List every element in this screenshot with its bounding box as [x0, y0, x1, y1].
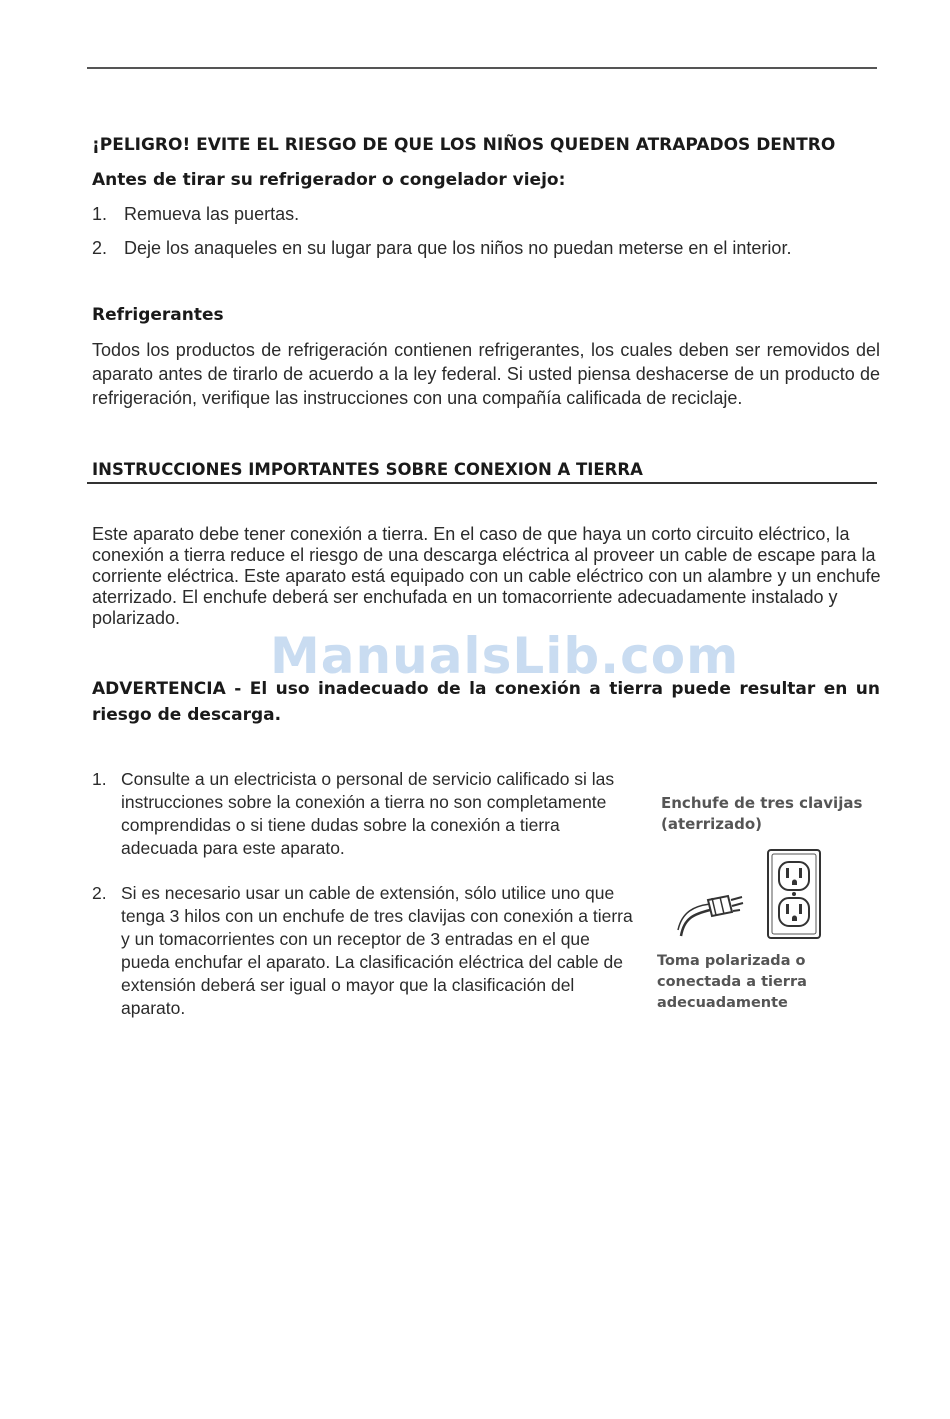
refrigerants-heading: Refrigerantes [92, 305, 224, 325]
warning-text: ADVERTENCIA - El uso inadecuado de la conexión a tierra puede resultar en un riesgo de descarga. [92, 679, 880, 725]
grounded-plug-and-outlet-icon [676, 848, 826, 944]
top-rule [87, 67, 877, 69]
list-text: Si es necesario usar un cable de extensión, sólo utilice uno que tenga 3 hilos con un enchufe de tres clavijas con conexión a tierra y un tomacorrientes con un receptor de 3 entradas en el que pueda enchufar el aparato. La clasificación eléctrica del cable de extensión deberá ser igual o mayor que la clasificación del aparato. [121, 883, 633, 1018]
figure-caption-bottom: Toma polarizada o conectada a tierra adecuadamente [657, 953, 807, 1011]
figure-caption-top: Enchufe de tres clavijas (aterrizado) [661, 794, 863, 833]
danger-heading: ¡PELIGRO! EVITE EL RIESGO DE QUE LOS NIÑOS QUEDEN ATRAPADOS DENTRO [92, 135, 836, 155]
list-number: 1. [92, 769, 107, 789]
grounding-paragraph: Este aparato debe tener conexión a tierra. En el caso de que haya un corto circuito eléctrico, la conexión a tierra reduce el riesgo de una descarga eléctrica al proveer un cable de escape para la corriente eléctrica. Este aparato está equipado con un cable eléctrico con un alambre y un enchufe aterrizado. El enchufe deberá ser enchufada en un tomacorriente adecuadamente instalado y polarizado. [92, 524, 881, 628]
list-text: Remueva las puertas. [124, 204, 300, 224]
list-item [92, 768, 642, 860]
list-item [92, 202, 882, 226]
list-text: Deje los anaqueles en su lugar para que los niños no puedan meterse en el interior. [124, 238, 792, 258]
section-rule [87, 482, 877, 484]
list-text: Consulte a un electricista o personal de servicio calificado si las instrucciones sobre la conexión a tierra no son completamente comprendidas o si tiene dudas sobre la conexión a tierra adecuada para este aparato. [121, 769, 615, 858]
list-number: 1. [92, 204, 108, 224]
list-number: 2. [92, 238, 108, 258]
refrigerants-paragraph: Todos los productos de refrigeración contienen refrigerantes, los cuales deben ser removidos del aparato antes de tirarlo de acuerdo a la ley federal. Si usted piensa deshacerse de un producto de refrigeración, verifique las instrucciones con una compañía calificada de reciclaje. [92, 340, 880, 408]
list-item [92, 882, 642, 1020]
watermark: ManualsLib.com [270, 627, 740, 685]
list-number: 2. [92, 883, 107, 903]
danger-subheading: Antes de tirar su refrigerador o congelador viejo: [92, 170, 566, 190]
grounding-heading: INSTRUCCIONES IMPORTANTES SOBRE CONEXION A TIERRA [92, 460, 643, 479]
list-item [92, 236, 882, 260]
